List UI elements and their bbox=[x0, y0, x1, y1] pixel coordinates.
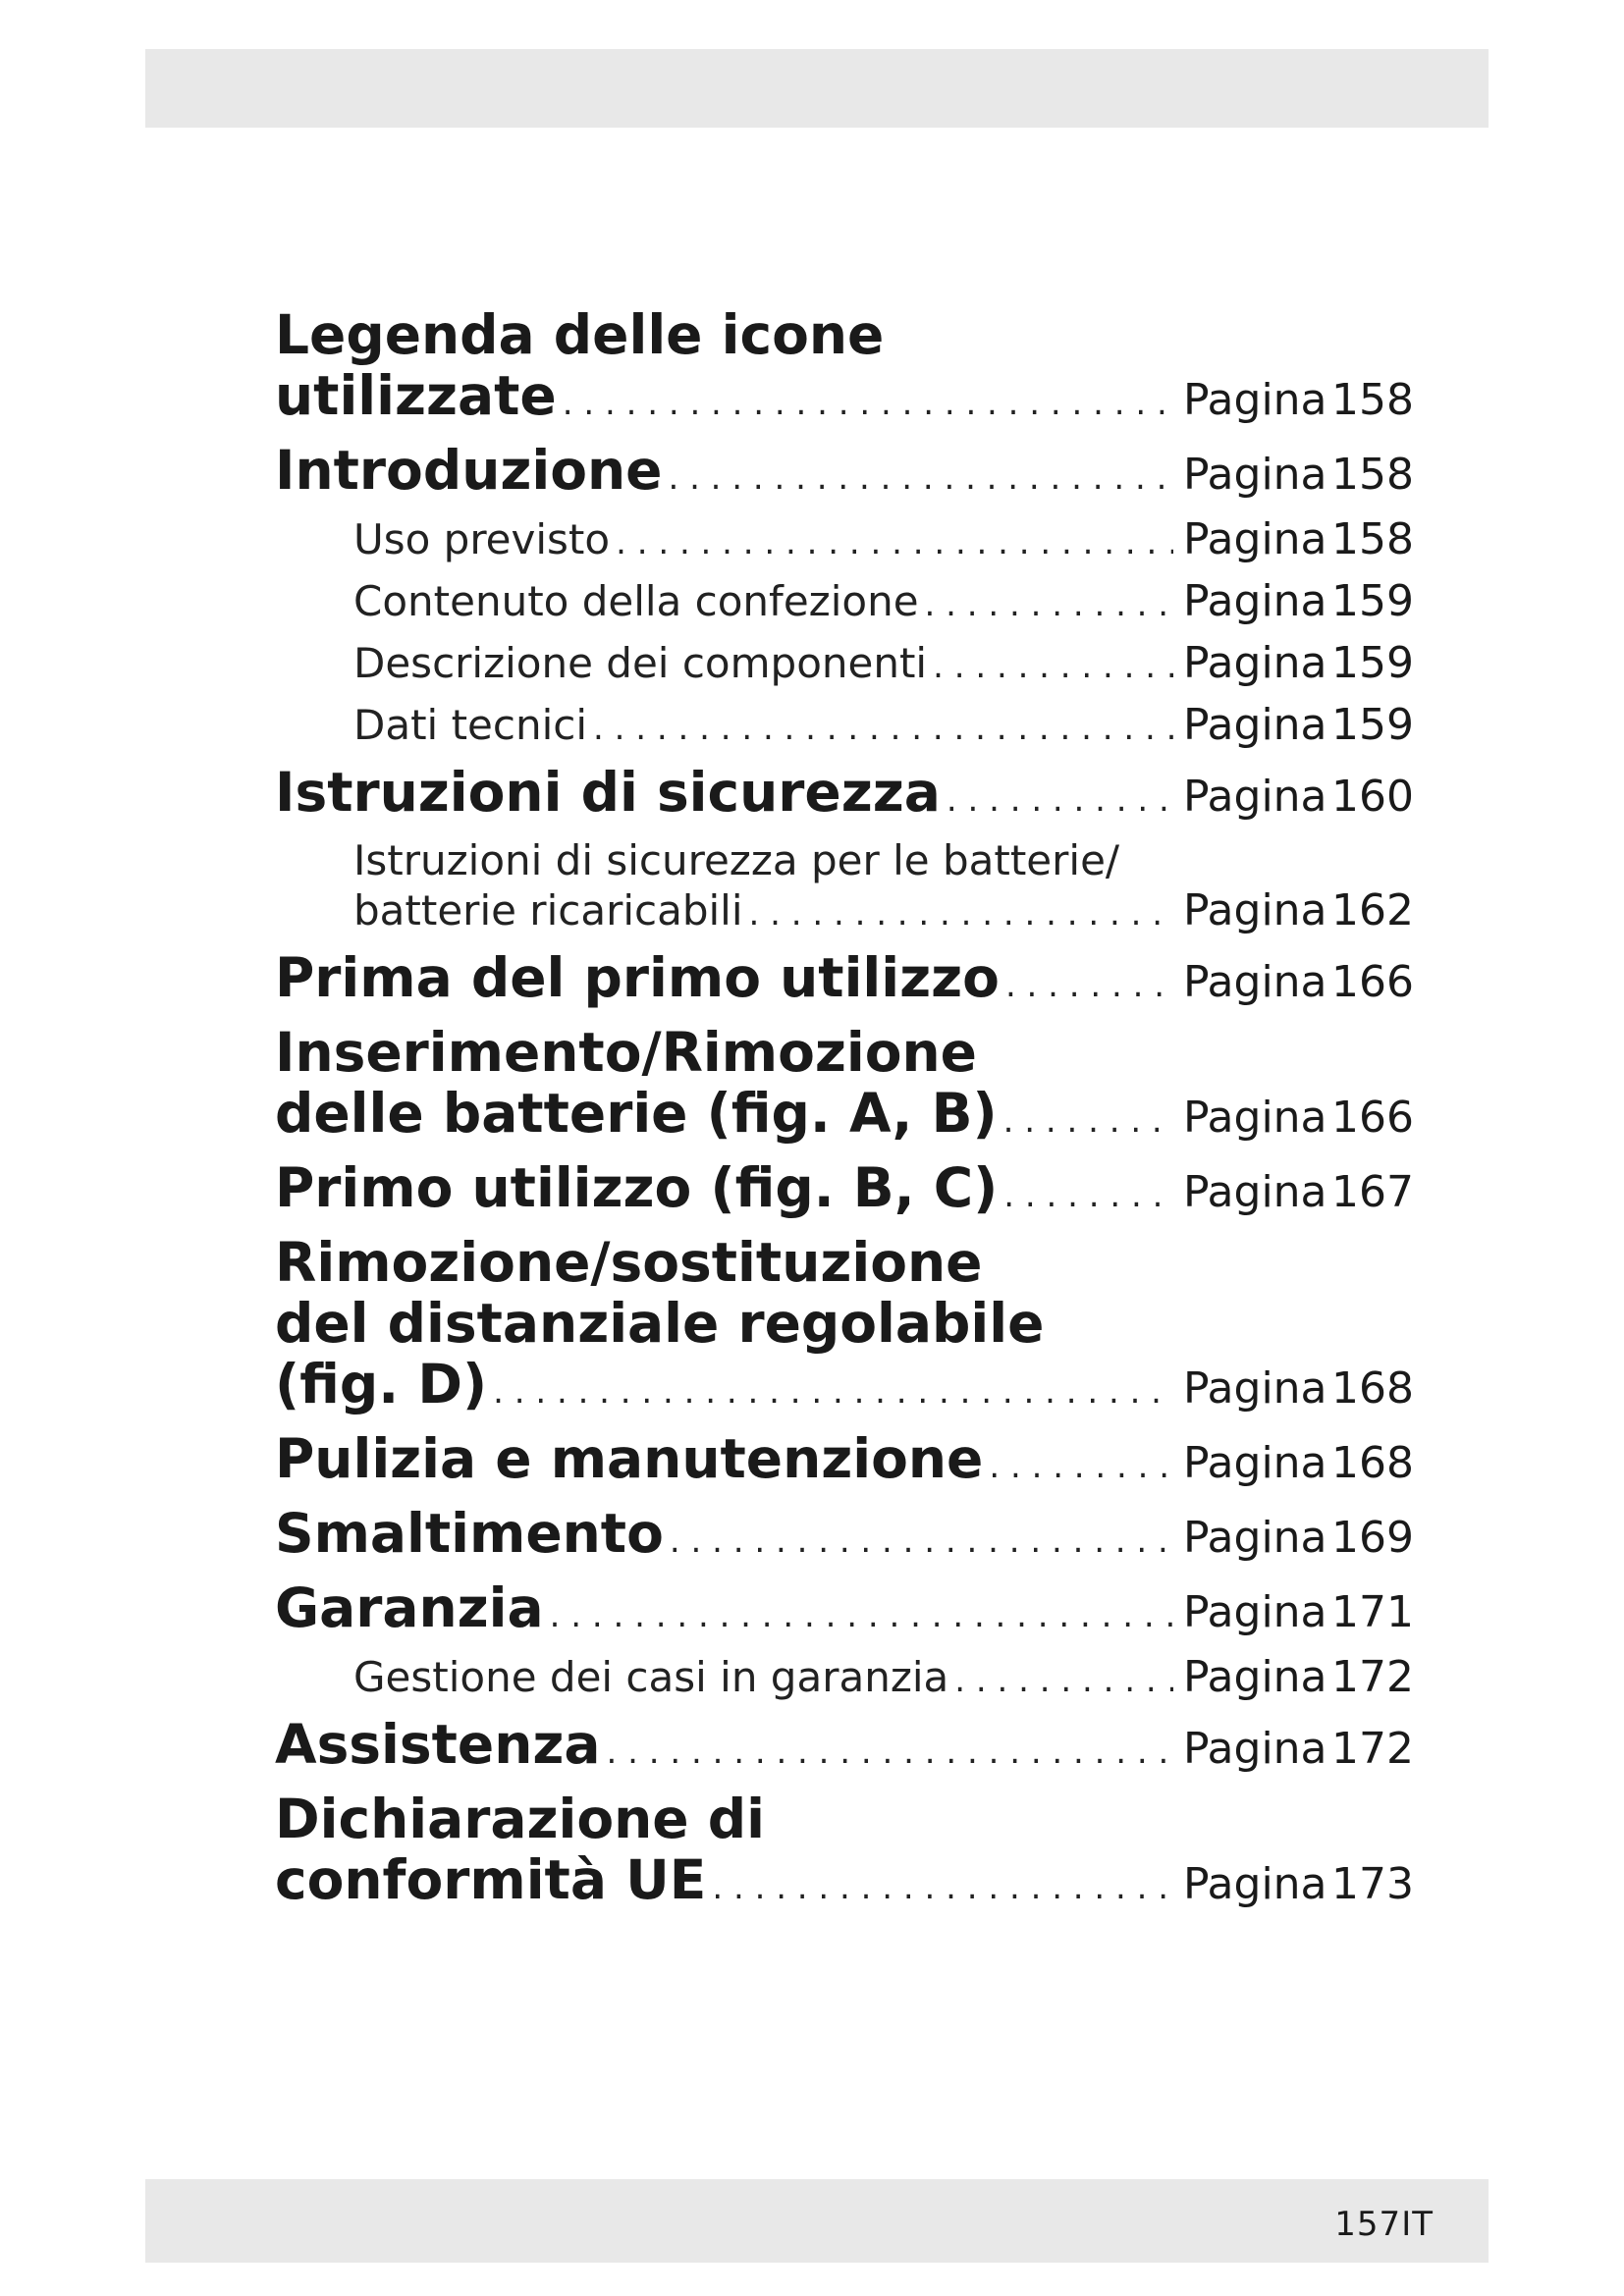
toc-entry-title: Garanzia bbox=[275, 1576, 544, 1639]
toc-entry[interactable] bbox=[275, 1577, 1414, 1638]
header-band bbox=[145, 49, 1489, 128]
dot-leader bbox=[593, 709, 1173, 748]
dot-leader bbox=[668, 458, 1173, 498]
toc-entry-row bbox=[275, 1354, 1414, 1415]
dot-leader bbox=[607, 1733, 1173, 1772]
toc-entry-title: Smaltimento bbox=[275, 1502, 664, 1565]
dot-leader bbox=[563, 384, 1173, 423]
toc-entry-row bbox=[275, 1503, 1414, 1564]
dot-leader bbox=[947, 780, 1173, 820]
page-reference: 171 bbox=[1331, 1587, 1414, 1637]
page-reference: 168 bbox=[1331, 1363, 1414, 1414]
toc-entry-title: utilizzate bbox=[275, 364, 557, 427]
dot-leader bbox=[989, 1447, 1173, 1486]
toc-entry-title: (fig. D) bbox=[275, 1353, 488, 1415]
toc-entry[interactable] bbox=[275, 304, 1414, 426]
dot-leader bbox=[550, 1596, 1173, 1635]
page-label: Pagina bbox=[1183, 957, 1327, 1007]
dot-leader bbox=[954, 1661, 1173, 1700]
toc-entry-row bbox=[275, 1849, 1414, 1910]
page-label: Pagina bbox=[1183, 1513, 1327, 1563]
toc-entry-title: Uso previsto bbox=[353, 515, 611, 563]
toc-entry[interactable] bbox=[275, 1652, 1414, 1702]
toc-entry[interactable] bbox=[275, 514, 1414, 564]
toc-entry-title: Pulizia e manutenzione bbox=[275, 1427, 984, 1490]
toc-entry[interactable] bbox=[275, 700, 1414, 750]
toc-entry[interactable] bbox=[275, 836, 1414, 935]
toc-entry-row bbox=[275, 1577, 1414, 1638]
page-label: Pagina bbox=[1183, 772, 1327, 822]
dot-leader bbox=[1003, 1176, 1173, 1215]
page-reference: 172 bbox=[1331, 1724, 1414, 1774]
dot-leader bbox=[1005, 966, 1173, 1005]
toc-entry-title: batterie ricaricabili bbox=[353, 886, 743, 934]
toc-entry-row bbox=[353, 638, 1414, 688]
dot-leader bbox=[925, 585, 1173, 624]
toc-entry-row bbox=[275, 947, 1414, 1008]
toc-entry-row bbox=[353, 885, 1414, 935]
page-reference: 162 bbox=[1331, 885, 1414, 935]
footer-band bbox=[145, 2179, 1489, 2263]
page-label: Pagina bbox=[1183, 885, 1327, 935]
toc-entry-row bbox=[353, 700, 1414, 750]
toc-entry[interactable] bbox=[275, 1232, 1414, 1415]
toc-entry-title-line: Istruzioni di sicurezza per le batterie/ bbox=[353, 836, 1120, 884]
toc-entry-title-line: Inserimento/Rimozione bbox=[275, 1021, 977, 1084]
toc-entry-row bbox=[275, 365, 1414, 426]
page-label: Pagina bbox=[1183, 1587, 1327, 1637]
page-reference: 159 bbox=[1331, 638, 1414, 688]
toc-entry-title: Gestione dei casi in garanzia bbox=[353, 1653, 949, 1701]
toc-entry[interactable] bbox=[275, 1503, 1414, 1564]
page-reference: 167 bbox=[1331, 1167, 1414, 1217]
page-label: Pagina bbox=[1183, 1724, 1327, 1774]
page-reference: 172 bbox=[1331, 1652, 1414, 1702]
toc-entry[interactable] bbox=[275, 440, 1414, 501]
page-label: Pagina bbox=[1183, 1363, 1327, 1414]
toc-entry[interactable] bbox=[275, 947, 1414, 1008]
dot-leader bbox=[493, 1372, 1173, 1412]
page-label: Pagina bbox=[1183, 514, 1327, 564]
toc-entry-row bbox=[275, 440, 1414, 501]
dot-leader bbox=[712, 1868, 1173, 1907]
toc-entry-title-line: Legenda delle icone bbox=[275, 303, 885, 366]
toc-entry-title: Contenuto della confezione bbox=[353, 577, 919, 625]
page-reference: 166 bbox=[1331, 957, 1414, 1007]
page-label: Pagina bbox=[1183, 1093, 1327, 1143]
toc-entry-row bbox=[275, 1714, 1414, 1775]
toc-entry-row bbox=[275, 1083, 1414, 1144]
toc-entry-title-line: Rimozione/sostituzione bbox=[275, 1231, 983, 1294]
toc-entry-row bbox=[353, 1652, 1414, 1702]
toc-entry[interactable] bbox=[275, 638, 1414, 688]
page-reference: 160 bbox=[1331, 772, 1414, 822]
page-label: Pagina bbox=[1183, 700, 1327, 750]
toc-entry-title-line: del distanziale regolabile bbox=[275, 1292, 1045, 1355]
page-label: Pagina bbox=[1183, 638, 1327, 688]
page-reference: 168 bbox=[1331, 1438, 1414, 1488]
toc-entry-title: Introduzione bbox=[275, 439, 663, 502]
toc-entry-row bbox=[353, 576, 1414, 626]
toc-entry-row bbox=[353, 514, 1414, 564]
toc-entry-title: Assistenza bbox=[275, 1713, 601, 1776]
toc-entry-title: Descrizione dei componenti bbox=[353, 639, 928, 687]
dot-leader bbox=[749, 894, 1174, 934]
page-label: Pagina bbox=[1183, 450, 1327, 500]
toc-entry[interactable] bbox=[275, 762, 1414, 823]
page-reference: 169 bbox=[1331, 1513, 1414, 1563]
page-reference: 158 bbox=[1331, 450, 1414, 500]
page-label: Pagina bbox=[1183, 1859, 1327, 1909]
page-label: Pagina bbox=[1183, 375, 1327, 425]
page-label: Pagina bbox=[1183, 1438, 1327, 1488]
page-reference: 159 bbox=[1331, 576, 1414, 626]
dot-leader bbox=[670, 1522, 1173, 1561]
toc-entry[interactable] bbox=[275, 1157, 1414, 1218]
toc-entry-row bbox=[275, 1428, 1414, 1489]
toc-entry-title: Prima del primo utilizzo bbox=[275, 946, 1000, 1009]
page-reference: 158 bbox=[1331, 375, 1414, 425]
page-reference: 173 bbox=[1331, 1859, 1414, 1909]
toc-entry-row bbox=[275, 762, 1414, 823]
toc-entry-title: Primo utilizzo (fig. B, C) bbox=[275, 1156, 999, 1219]
page-label: Pagina bbox=[1183, 1167, 1327, 1217]
page-label: Pagina bbox=[1183, 1652, 1327, 1702]
toc-entry[interactable] bbox=[275, 576, 1414, 626]
toc-entry[interactable] bbox=[275, 1714, 1414, 1775]
toc-entry[interactable] bbox=[275, 1428, 1414, 1489]
toc-entry-title: Dati tecnici bbox=[353, 701, 588, 749]
toc-entry-title: Istruzioni di sicurezza bbox=[275, 761, 941, 824]
page-reference: 159 bbox=[1331, 700, 1414, 750]
toc-entry-title: conformità UE bbox=[275, 1848, 707, 1911]
toc-entry-row bbox=[275, 1157, 1414, 1218]
page-label: Pagina bbox=[1183, 576, 1327, 626]
dot-leader bbox=[1003, 1101, 1173, 1141]
dot-leader bbox=[933, 647, 1173, 686]
page-number: 157IT bbox=[1334, 2205, 1434, 2244]
table-of-contents bbox=[275, 304, 1414, 1924]
page-reference: 158 bbox=[1331, 514, 1414, 564]
toc-entry[interactable] bbox=[275, 1789, 1414, 1910]
toc-entry[interactable] bbox=[275, 1022, 1414, 1144]
dot-leader bbox=[616, 523, 1173, 562]
toc-entry-title: delle batterie (fig. A, B) bbox=[275, 1082, 998, 1145]
toc-entry-title-line: Dichiarazione di bbox=[275, 1788, 765, 1850]
page-reference: 166 bbox=[1331, 1093, 1414, 1143]
